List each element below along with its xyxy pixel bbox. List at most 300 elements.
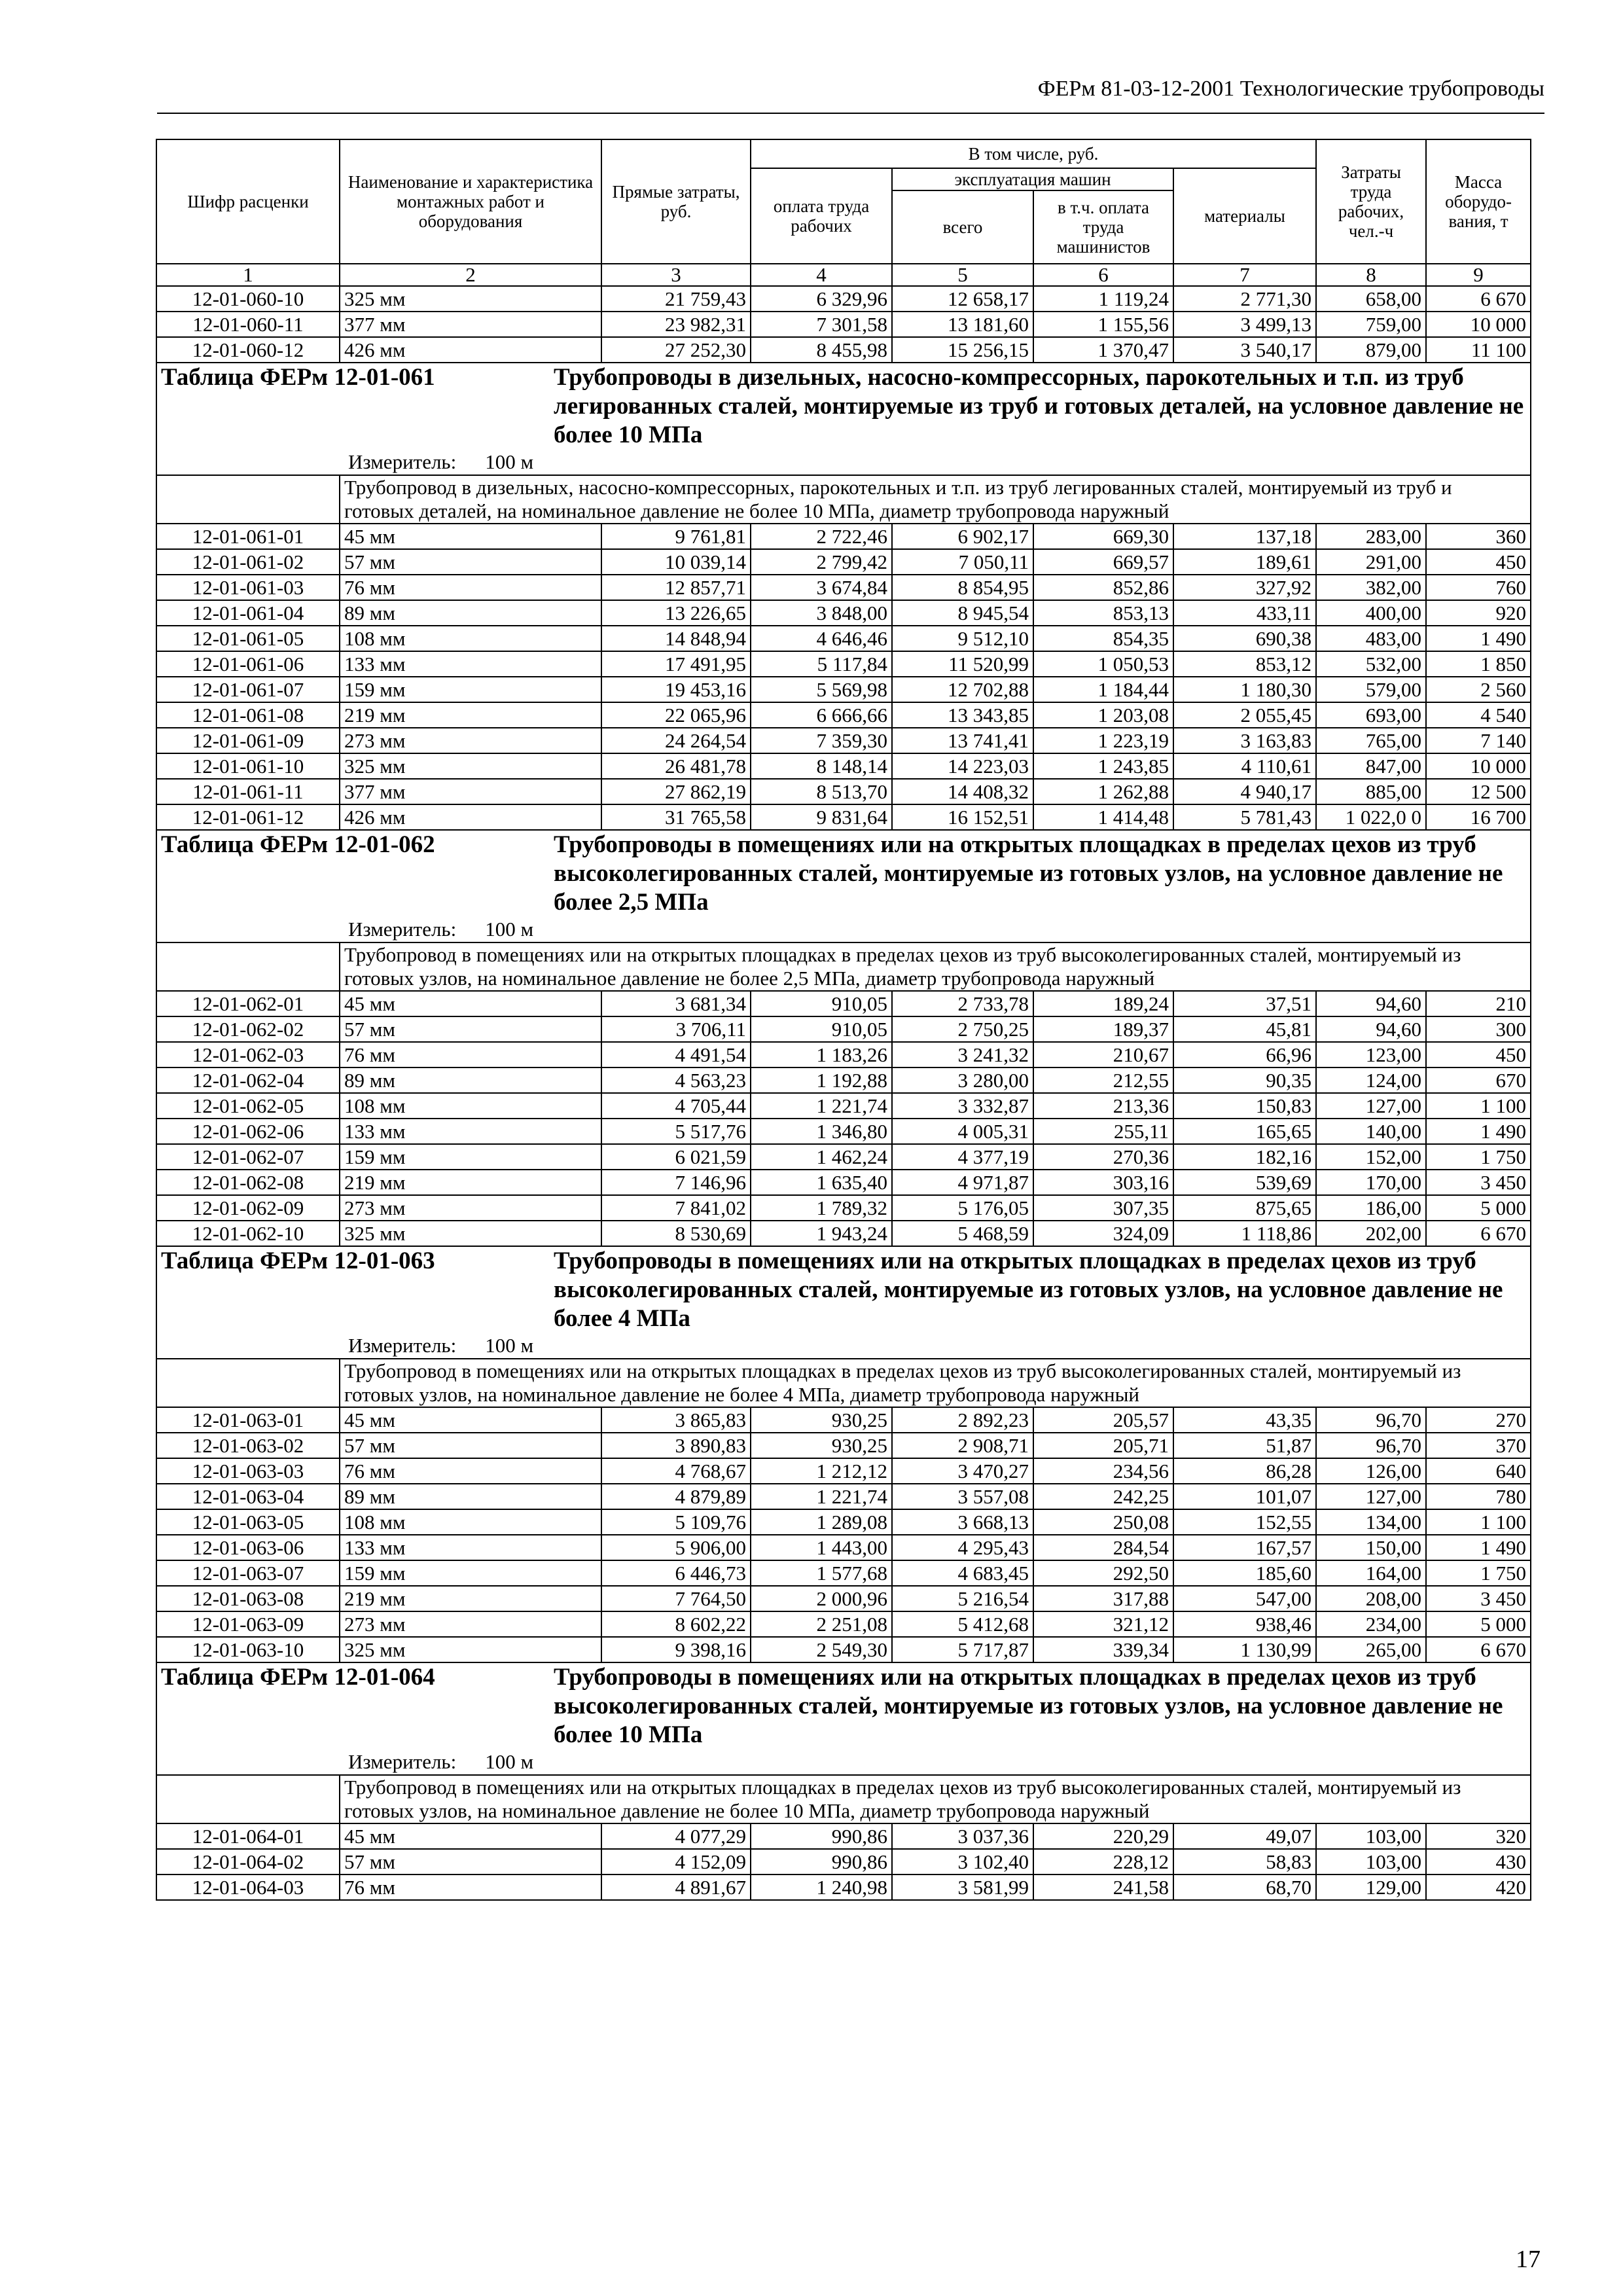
table-cell: 3 450 xyxy=(1426,1170,1531,1195)
table-cell: 8 513,70 xyxy=(751,779,892,804)
table-cell: 1 635,40 xyxy=(751,1170,892,1195)
table-cell: 3 848,00 xyxy=(751,600,892,626)
table-cell: 875,65 xyxy=(1173,1195,1316,1221)
table-cell: 450 xyxy=(1426,549,1531,575)
col-machines-header: эксплуатация машин xyxy=(892,168,1173,190)
table-cell: 9 831,64 xyxy=(751,804,892,830)
table-cell: 127,00 xyxy=(1316,1484,1426,1509)
table-cell: 3 332,87 xyxy=(892,1093,1033,1119)
table-cell: 12 857,71 xyxy=(601,575,751,600)
table-cell: 12-01-061-09 xyxy=(156,728,340,753)
table-cell: 219 мм xyxy=(340,702,601,728)
table-cell: 8 945,54 xyxy=(892,600,1033,626)
table-cell: 283,00 xyxy=(1316,524,1426,549)
table-cell: 76 мм xyxy=(340,1458,601,1484)
table-row xyxy=(156,753,1531,779)
table-cell: 9 398,16 xyxy=(601,1637,751,1662)
table-row xyxy=(156,1016,1531,1042)
table-cell: 27 252,30 xyxy=(601,337,751,363)
table-cell: 43,35 xyxy=(1173,1407,1316,1433)
table-cell: 137,18 xyxy=(1173,524,1316,549)
table-cell: 152,00 xyxy=(1316,1144,1426,1170)
table-cell: 189,37 xyxy=(1033,1016,1173,1042)
table-cell: 3 865,83 xyxy=(601,1407,751,1433)
section-heading xyxy=(156,830,1531,942)
col-hours-header: Затраты труда рабочих, чел.-ч xyxy=(1316,139,1426,264)
table-cell: 12-01-063-08 xyxy=(156,1586,340,1611)
measure-line xyxy=(161,1749,1526,1774)
table-row xyxy=(156,1458,1531,1484)
section-heading xyxy=(156,363,1531,475)
table-cell: 9 512,10 xyxy=(892,626,1033,651)
table-cell: 1 789,32 xyxy=(751,1195,892,1221)
table-row xyxy=(156,677,1531,702)
table-cell: 2 908,71 xyxy=(892,1433,1033,1458)
table-cell: 430 xyxy=(1426,1849,1531,1874)
measure-value: 100 м xyxy=(485,1750,534,1773)
table-cell: 1 192,88 xyxy=(751,1067,892,1093)
measure-value: 100 м xyxy=(485,450,534,473)
table-cell: 5 781,43 xyxy=(1173,804,1316,830)
table-cell: 4 768,67 xyxy=(601,1458,751,1484)
table-cell: 12-01-062-08 xyxy=(156,1170,340,1195)
table-cell: 150,83 xyxy=(1173,1093,1316,1119)
section-heading-flex xyxy=(161,1247,1526,1333)
table-cell: 140,00 xyxy=(1316,1119,1426,1144)
table-cell: 12-01-061-10 xyxy=(156,753,340,779)
table-cell: 3 581,99 xyxy=(892,1874,1033,1900)
table-cell: 1 221,74 xyxy=(751,1484,892,1509)
table-row xyxy=(156,1611,1531,1637)
table-cell: 14 223,03 xyxy=(892,753,1033,779)
table-cell: 3 668,13 xyxy=(892,1509,1033,1535)
table-cell: 2 000,96 xyxy=(751,1586,892,1611)
table-cell: 847,00 xyxy=(1316,753,1426,779)
table-row xyxy=(156,1170,1531,1195)
table-cell: 4 005,31 xyxy=(892,1119,1033,1144)
table-cell: 57 мм xyxy=(340,1016,601,1042)
table-cell: 1 850 xyxy=(1426,651,1531,677)
table-cell: 133 мм xyxy=(340,651,601,677)
table-cell: 57 мм xyxy=(340,549,601,575)
table-row xyxy=(156,286,1531,312)
page-header: ФЕРм 81-03-12-2001 Технологические трубопроводы xyxy=(157,73,1544,114)
description-row xyxy=(156,1359,1531,1407)
table-cell: 640 xyxy=(1426,1458,1531,1484)
table-cell: 3 241,32 xyxy=(892,1042,1033,1067)
table-cell: 134,00 xyxy=(1316,1509,1426,1535)
table-row xyxy=(156,1535,1531,1560)
table-cell: 23 982,31 xyxy=(601,312,751,337)
table-cell: 68,70 xyxy=(1173,1874,1316,1900)
table-cell: 539,69 xyxy=(1173,1170,1316,1195)
table-cell: 12-01-062-10 xyxy=(156,1221,340,1246)
table-cell: 86,28 xyxy=(1173,1458,1316,1484)
table-cell: 4 940,17 xyxy=(1173,779,1316,804)
section-heading-row xyxy=(156,830,1531,942)
table-cell: 123,00 xyxy=(1316,1042,1426,1067)
table-cell: 17 491,95 xyxy=(601,651,751,677)
table-cell: 12 658,17 xyxy=(892,286,1033,312)
table-row xyxy=(156,1637,1531,1662)
section-heading-flex xyxy=(161,1663,1526,1749)
table-cell: 1 184,44 xyxy=(1033,677,1173,702)
table-cell: 129,00 xyxy=(1316,1874,1426,1900)
table-cell: 205,57 xyxy=(1033,1407,1173,1433)
table-cell: 12-01-060-12 xyxy=(156,337,340,363)
table-cell: 13 181,60 xyxy=(892,312,1033,337)
table-cell: 1 212,12 xyxy=(751,1458,892,1484)
table-cell: 12-01-063-10 xyxy=(156,1637,340,1662)
section-title: Трубопроводы в помещениях или на открытых площадках в пределах цехов из труб высоколегированных сталей, монтируемые из готовых узлов, на условное давление не более 4 МПа xyxy=(554,1247,1503,1332)
table-cell: 1 022,0 0 xyxy=(1316,804,1426,830)
table-cell: 250,08 xyxy=(1033,1509,1173,1535)
table-cell: 5 717,87 xyxy=(892,1637,1033,1662)
table-cell: 5 109,76 xyxy=(601,1509,751,1535)
table-row xyxy=(156,524,1531,549)
table-row xyxy=(156,1560,1531,1586)
table-cell: 167,57 xyxy=(1173,1535,1316,1560)
table-cell: 10 000 xyxy=(1426,753,1531,779)
table-cell: 12-01-063-05 xyxy=(156,1509,340,1535)
table-cell: 12-01-061-07 xyxy=(156,677,340,702)
table-cell: 103,00 xyxy=(1316,1849,1426,1874)
table-cell: 321,12 xyxy=(1033,1611,1173,1637)
table-cell: 210,67 xyxy=(1033,1042,1173,1067)
table-cell: 26 481,78 xyxy=(601,753,751,779)
col-code-header: Шифр расценки xyxy=(156,139,340,264)
table-cell: 189,61 xyxy=(1173,549,1316,575)
col-incl-header: В том числе, руб. xyxy=(751,139,1316,168)
table-cell: 12-01-064-01 xyxy=(156,1823,340,1849)
table-cell: 690,38 xyxy=(1173,626,1316,651)
table-cell: 2 251,08 xyxy=(751,1611,892,1637)
table-cell: 377 мм xyxy=(340,779,601,804)
table-cell: 12-01-062-07 xyxy=(156,1144,340,1170)
table-cell: 759,00 xyxy=(1316,312,1426,337)
table-cell: 22 065,96 xyxy=(601,702,751,728)
table-cell: 12-01-060-11 xyxy=(156,312,340,337)
table-cell: 45 мм xyxy=(340,1823,601,1849)
table-row xyxy=(156,1067,1531,1093)
table-cell: 8 455,98 xyxy=(751,337,892,363)
measure-label: Измеритель: xyxy=(348,1334,457,1357)
table-cell: 4 491,54 xyxy=(601,1042,751,1067)
table-cell: 658,00 xyxy=(1316,286,1426,312)
table-cell: 669,30 xyxy=(1033,524,1173,549)
table-row xyxy=(156,1433,1531,1458)
table-cell: 2 xyxy=(340,264,601,286)
table-cell: 1 943,24 xyxy=(751,1221,892,1246)
table-cell: 532,00 xyxy=(1316,651,1426,677)
table-cell: 228,12 xyxy=(1033,1849,1173,1874)
table-cell: 8 854,95 xyxy=(892,575,1033,600)
table-cell: 108 мм xyxy=(340,1093,601,1119)
table-cell: 108 мм xyxy=(340,1509,601,1535)
table-cell: 1 119,24 xyxy=(1033,286,1173,312)
table-cell: 5 216,54 xyxy=(892,1586,1033,1611)
table-cell: 4 891,67 xyxy=(601,1874,751,1900)
table-cell: 382,00 xyxy=(1316,575,1426,600)
table-cell: 1 443,00 xyxy=(751,1535,892,1560)
table-cell: 96,70 xyxy=(1316,1433,1426,1458)
measure-value: 100 м xyxy=(485,1334,534,1357)
col-name-header: Наименование и характеристика монтажных работ и оборудования xyxy=(340,139,601,264)
table-cell: 3 450 xyxy=(1426,1586,1531,1611)
table-row xyxy=(156,1823,1531,1849)
section-description: Трубопровод в помещениях или на открытых площадках в пределах цехов из труб высоколегированных сталей, монтируемый из готовых узлов, на номинальное давление не более 2,5 МПа, диаметр трубопровода наружный xyxy=(340,942,1531,991)
table-cell: 12-01-064-03 xyxy=(156,1874,340,1900)
measure-label: Измеритель: xyxy=(348,1750,457,1773)
table-cell: 370 xyxy=(1426,1433,1531,1458)
table-cell: 990,86 xyxy=(751,1823,892,1849)
table-cell: 12-01-062-02 xyxy=(156,1016,340,1042)
table-cell: 96,70 xyxy=(1316,1407,1426,1433)
table-cell: 760 xyxy=(1426,575,1531,600)
table-cell: 202,00 xyxy=(1316,1221,1426,1246)
table-cell: 12-01-064-02 xyxy=(156,1849,340,1874)
table-cell: 4 540 xyxy=(1426,702,1531,728)
table-cell: 6 xyxy=(1033,264,1173,286)
section-heading-row xyxy=(156,1246,1531,1359)
section-title: Трубопроводы в помещениях или на открытых площадках в пределах цехов из труб высоколегированных сталей, монтируемые из готовых узлов, на условное давление не более 2,5 МПа xyxy=(554,831,1503,916)
table-cell: 12-01-061-08 xyxy=(156,702,340,728)
table-cell: 780 xyxy=(1426,1484,1531,1509)
table-cell: 45 мм xyxy=(340,1407,601,1433)
table-cell: 12-01-063-09 xyxy=(156,1611,340,1637)
table-cell: 205,71 xyxy=(1033,1433,1173,1458)
table-row xyxy=(156,600,1531,626)
table-cell: 670 xyxy=(1426,1067,1531,1093)
section-heading-row xyxy=(156,1662,1531,1775)
table-cell: 450 xyxy=(1426,1042,1531,1067)
table-cell: 853,12 xyxy=(1173,651,1316,677)
description-spacer xyxy=(156,1775,340,1823)
table-cell: 852,86 xyxy=(1033,575,1173,600)
table-cell: 1 289,08 xyxy=(751,1509,892,1535)
table-cell: 12-01-063-02 xyxy=(156,1433,340,1458)
table-cell: 5 000 xyxy=(1426,1195,1531,1221)
section-heading-flex xyxy=(161,831,1526,917)
table-cell: 89 мм xyxy=(340,1484,601,1509)
table-cell: 1 243,85 xyxy=(1033,753,1173,779)
table-cell: 854,35 xyxy=(1033,626,1173,651)
col-machines-total-header: всего xyxy=(892,190,1033,264)
table-cell: 14 848,94 xyxy=(601,626,751,651)
table-row xyxy=(156,1093,1531,1119)
table-cell: 6 902,17 xyxy=(892,524,1033,549)
table-cell: 7 841,02 xyxy=(601,1195,751,1221)
table-row xyxy=(156,1042,1531,1067)
col-machinists-header: в т.ч. оплата труда машинистов xyxy=(1033,190,1173,264)
table-row xyxy=(156,1144,1531,1170)
table-cell: 1 118,86 xyxy=(1173,1221,1316,1246)
table-cell: 11 520,99 xyxy=(892,651,1033,677)
table-cell: 3 540,17 xyxy=(1173,337,1316,363)
table-cell: 5 906,00 xyxy=(601,1535,751,1560)
table-row xyxy=(156,651,1531,677)
table-cell: 49,07 xyxy=(1173,1823,1316,1849)
table-cell: 165,65 xyxy=(1173,1119,1316,1144)
table-row xyxy=(156,1407,1531,1433)
table-cell: 265,00 xyxy=(1316,1637,1426,1662)
table-cell: 420 xyxy=(1426,1874,1531,1900)
table-cell: 133 мм xyxy=(340,1535,601,1560)
table-cell: 234,00 xyxy=(1316,1611,1426,1637)
description-spacer xyxy=(156,1359,340,1407)
section-heading-flex xyxy=(161,363,1526,450)
section-title: Трубопроводы в помещениях или на открытых площадках в пределах цехов из труб высоколегированных сталей, монтируемые из готовых узлов, на условное давление не более 10 МПа xyxy=(554,1664,1503,1748)
table-cell: 9 xyxy=(1426,264,1531,286)
table-cell: 6 329,96 xyxy=(751,286,892,312)
table-cell: 7 140 xyxy=(1426,728,1531,753)
table-cell: 1 155,56 xyxy=(1033,312,1173,337)
table-row xyxy=(156,779,1531,804)
table-cell: 1 750 xyxy=(1426,1560,1531,1586)
table-cell: 5 000 xyxy=(1426,1611,1531,1637)
table-cell: 12-01-061-04 xyxy=(156,600,340,626)
table-row xyxy=(156,1484,1531,1509)
table-cell: 210 xyxy=(1426,991,1531,1016)
table-cell: 7 301,58 xyxy=(751,312,892,337)
measure-label: Измеритель: xyxy=(348,918,457,941)
table-cell: 170,00 xyxy=(1316,1170,1426,1195)
table-row xyxy=(156,1509,1531,1535)
table-cell: 212,55 xyxy=(1033,1067,1173,1093)
table-cell: 8 602,22 xyxy=(601,1611,751,1637)
table-cell: 1 414,48 xyxy=(1033,804,1173,830)
section-label: Таблица ФЕРм 12-01-061 xyxy=(161,364,435,391)
table-cell: 19 453,16 xyxy=(601,677,751,702)
table-row xyxy=(156,312,1531,337)
table-cell: 4 879,89 xyxy=(601,1484,751,1509)
table-cell: 2 799,42 xyxy=(751,549,892,575)
table-cell: 2 560 xyxy=(1426,677,1531,702)
table-row xyxy=(156,991,1531,1016)
table-cell: 11 100 xyxy=(1426,337,1531,363)
table-cell: 152,55 xyxy=(1173,1509,1316,1535)
table-cell: 1 050,53 xyxy=(1033,651,1173,677)
table-cell: 108 мм xyxy=(340,626,601,651)
table-row xyxy=(156,549,1531,575)
table-cell: 765,00 xyxy=(1316,728,1426,753)
table-cell: 426 мм xyxy=(340,804,601,830)
table-cell: 159 мм xyxy=(340,677,601,702)
table-cell: 2 892,23 xyxy=(892,1407,1033,1433)
table-cell: 910,05 xyxy=(751,991,892,1016)
table-cell: 1 750 xyxy=(1426,1144,1531,1170)
table-cell: 12-01-061-01 xyxy=(156,524,340,549)
table-cell: 4 646,46 xyxy=(751,626,892,651)
table-cell: 241,58 xyxy=(1033,1874,1173,1900)
col-labor-header: оплата труда рабочих xyxy=(751,168,892,264)
table-cell: 12-01-063-04 xyxy=(156,1484,340,1509)
table-row xyxy=(156,1874,1531,1900)
table-cell: 12-01-061-12 xyxy=(156,804,340,830)
table-cell: 164,00 xyxy=(1316,1560,1426,1586)
table-cell: 182,16 xyxy=(1173,1144,1316,1170)
table-cell: 150,00 xyxy=(1316,1535,1426,1560)
table-row xyxy=(156,702,1531,728)
table-cell: 21 759,43 xyxy=(601,286,751,312)
table-cell: 579,00 xyxy=(1316,677,1426,702)
table-cell: 89 мм xyxy=(340,600,601,626)
table-cell: 76 мм xyxy=(340,1042,601,1067)
table-cell: 12-01-061-02 xyxy=(156,549,340,575)
table-cell: 3 163,83 xyxy=(1173,728,1316,753)
table-cell: 12-01-062-06 xyxy=(156,1119,340,1144)
table-cell: 938,46 xyxy=(1173,1611,1316,1637)
section-description: Трубопровод в помещениях или на открытых площадках в пределах цехов из труб высоколегированных сталей, монтируемый из готовых узлов, на номинальное давление не более 4 МПа, диаметр трубопровода наружный xyxy=(340,1359,1531,1407)
table-row xyxy=(156,575,1531,600)
description-row xyxy=(156,475,1531,524)
col-mass-header: Масса оборудо-вания, т xyxy=(1426,139,1531,264)
table-cell: 6 666,66 xyxy=(751,702,892,728)
table-row xyxy=(156,1849,1531,1874)
table-cell: 4 110,61 xyxy=(1173,753,1316,779)
table-cell: 31 765,58 xyxy=(601,804,751,830)
table-cell: 325 мм xyxy=(340,1221,601,1246)
table-cell: 4 683,45 xyxy=(892,1560,1033,1586)
table-cell: 133 мм xyxy=(340,1119,601,1144)
table-cell: 853,13 xyxy=(1033,600,1173,626)
table-row xyxy=(156,804,1531,830)
table-cell: 2 750,25 xyxy=(892,1016,1033,1042)
table-cell: 1 221,74 xyxy=(751,1093,892,1119)
table-cell: 208,00 xyxy=(1316,1586,1426,1611)
table-cell: 5 517,76 xyxy=(601,1119,751,1144)
table-cell: 57 мм xyxy=(340,1433,601,1458)
table-cell: 12 500 xyxy=(1426,779,1531,804)
table-cell: 24 264,54 xyxy=(601,728,751,753)
description-spacer xyxy=(156,942,340,991)
table-row xyxy=(156,337,1531,363)
table-cell: 1 462,24 xyxy=(751,1144,892,1170)
description-row xyxy=(156,1775,1531,1823)
table-cell: 6 446,73 xyxy=(601,1560,751,1586)
table-cell: 5 xyxy=(892,264,1033,286)
table-cell: 3 557,08 xyxy=(892,1484,1033,1509)
table-cell: 124,00 xyxy=(1316,1067,1426,1093)
table-cell: 1 130,99 xyxy=(1173,1637,1316,1662)
table-row xyxy=(156,1195,1531,1221)
table-cell: 8 148,14 xyxy=(751,753,892,779)
table-row xyxy=(156,1221,1531,1246)
table-cell: 16 700 xyxy=(1426,804,1531,830)
table-cell: 12-01-062-09 xyxy=(156,1195,340,1221)
table-cell: 1 346,80 xyxy=(751,1119,892,1144)
table-cell: 4 152,09 xyxy=(601,1849,751,1874)
table-cell: 339,34 xyxy=(1033,1637,1173,1662)
table-cell: 185,60 xyxy=(1173,1560,1316,1586)
table-cell: 37,51 xyxy=(1173,991,1316,1016)
table-cell: 6 670 xyxy=(1426,1637,1531,1662)
table-cell: 7 050,11 xyxy=(892,549,1033,575)
table-cell: 4 563,23 xyxy=(601,1067,751,1093)
table-cell: 12-01-061-05 xyxy=(156,626,340,651)
table-cell: 4 705,44 xyxy=(601,1093,751,1119)
table-cell: 3 674,84 xyxy=(751,575,892,600)
table-cell: 234,56 xyxy=(1033,1458,1173,1484)
table-cell: 4 971,87 xyxy=(892,1170,1033,1195)
table-cell: 94,60 xyxy=(1316,991,1426,1016)
table-cell: 2 771,30 xyxy=(1173,286,1316,312)
table-cell: 3 706,11 xyxy=(601,1016,751,1042)
table-cell: 291,00 xyxy=(1316,549,1426,575)
table-cell: 300 xyxy=(1426,1016,1531,1042)
table-row xyxy=(156,626,1531,651)
table-cell: 433,11 xyxy=(1173,600,1316,626)
